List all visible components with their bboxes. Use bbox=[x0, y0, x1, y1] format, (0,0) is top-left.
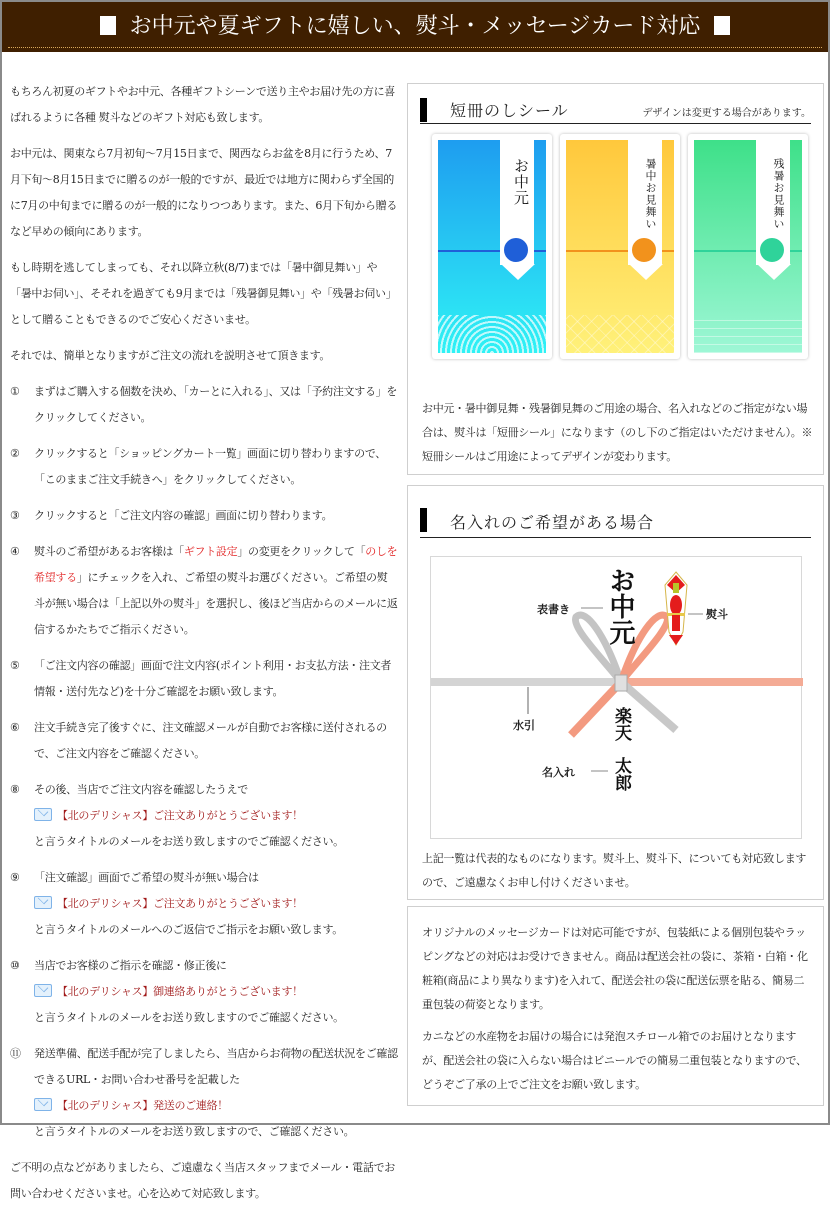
step-text: と言うタイトルのメールへのご返信でご指示をお願い致します。 bbox=[34, 923, 343, 936]
noshi-diagram bbox=[430, 556, 802, 839]
step-item bbox=[10, 503, 398, 529]
step-text: 「注文確認」画面でご希望の熨斗が無い場合は bbox=[34, 871, 259, 884]
step-item bbox=[10, 953, 398, 1031]
step-number: ⑪ bbox=[10, 1047, 21, 1060]
dotted-divider bbox=[8, 47, 822, 48]
step-number: ③ bbox=[10, 509, 20, 522]
design-note: デザインは変更する場合があります。 bbox=[642, 108, 811, 119]
step-item bbox=[10, 715, 398, 767]
step-text: 注文手続き完了後すぐに、注文確認メールが自動でお客様に送付されるので、ご注文内容をご確認ください。 bbox=[34, 721, 387, 760]
step-text: 熨斗のご希望があるお客様は「 bbox=[34, 545, 184, 558]
packaging-paragraph: オリジナルのメッセージカードは対応可能ですが、包装紙による個別包装やラッピングなどの対応はお受けできません。商品は配送会社の袋に、茶箱・白箱・化粧箱(商品により異なります)を入れて、配送会社の袋に配送伝票を貼る、簡易二重包装の荷姿となります。 bbox=[422, 926, 808, 1011]
header-banner bbox=[2, 0, 828, 52]
mail-title-text: 【北のデリシャス】ご注文ありがとうございます！ bbox=[57, 897, 303, 910]
mizuhiki-left-band bbox=[431, 678, 621, 686]
tanzaku-card-zansho bbox=[688, 134, 808, 359]
intro-paragraph: もし時期を逃してしまっても、それ以降立秋(8/7)までは「暑中御見舞い」や「暑中お伺い」、そそれを過ぎても9月までは「残暑御見舞い」や「残暑お伺い」として贈ることもできるのでご安心くださいませ。 bbox=[10, 261, 397, 326]
section-title: 短冊のしシール bbox=[450, 101, 569, 120]
banner-title-text: お中元や夏ギフトに嬉しい、熨斗・メッセージカード対応 bbox=[129, 14, 701, 39]
step-number: ① bbox=[10, 385, 20, 398]
packaging-section bbox=[407, 906, 824, 1106]
step-text: クリックすると「ご注文内容の確認」画面に切り替わります。 bbox=[34, 509, 333, 522]
mail-title bbox=[34, 979, 398, 1005]
intro-paragraph: それでは、簡単となりますがご注文の流れを説明させて頂きます。 bbox=[10, 349, 331, 362]
packaging-paragraph: カニなどの水産物をお届けの場合には発泡スチロール箱でのお届けとなりますが、配送会社の袋に入らない場合はビニールでの簡易二重包装となりますので、どうぞご了承の上でご注文をお願い致します。 bbox=[422, 1030, 807, 1091]
mail-title-text: 【北のデリシャス】ご注文ありがとうございます！ bbox=[57, 809, 303, 822]
tanzaku-section bbox=[407, 83, 824, 475]
section-header bbox=[420, 96, 811, 124]
banner-title bbox=[2, 9, 828, 40]
square-icon bbox=[100, 16, 116, 35]
omotegaki-text: お中元 bbox=[605, 567, 635, 645]
intro-paragraph: もちろん初夏のギフトやお中元、各種ギフトシーンで送り主やお届け先の方に喜ばれるように各種 熨斗などのギフト対応も致します。 bbox=[10, 85, 395, 124]
header-bar-icon bbox=[420, 508, 427, 532]
mail-title bbox=[34, 803, 398, 829]
tanzaku-cards bbox=[422, 134, 812, 334]
flower-medal-icon bbox=[758, 236, 786, 264]
citrus-medal-icon bbox=[630, 236, 658, 264]
mizuhiki-right-band bbox=[621, 678, 803, 686]
envelope-icon bbox=[34, 896, 52, 909]
order-flow-column bbox=[10, 79, 398, 1217]
step-text: クリックすると「ショッピングカート一覧」画面に切り替わりますので、「このままご注文手続きへ」をクリックしてください。 bbox=[34, 447, 386, 486]
header-bar-icon bbox=[420, 98, 427, 122]
step-number: ④ bbox=[10, 545, 20, 558]
step-number: ② bbox=[10, 447, 20, 460]
given-name-text: 太郎 bbox=[611, 757, 631, 791]
envelope-icon bbox=[34, 1098, 52, 1111]
step-number: ⑨ bbox=[10, 871, 20, 884]
step-text: 「ご注文内容の確認」画面で注文内容(ポイント利用・お支払方法・注文者情報・送付先など)を十分ご確認をお願い致します。 bbox=[34, 659, 392, 698]
step-item bbox=[10, 379, 398, 431]
section-title: 名入れのご希望がある場合 bbox=[450, 513, 655, 532]
noshi-request-highlight: のしを希望する bbox=[34, 545, 398, 584]
goldfish-medal-icon bbox=[502, 236, 530, 264]
step-text: 」の変更をクリックして「 bbox=[237, 545, 366, 558]
step-number: ⑥ bbox=[10, 721, 20, 734]
section-header bbox=[420, 504, 811, 538]
tanzaku-card-shochu bbox=[560, 134, 680, 359]
diamond-pattern bbox=[566, 315, 674, 353]
noshi-icon bbox=[665, 572, 687, 645]
step-text: まずはご購入する個数を決め、「カーとに入れる」、又は「予約注文する」をクリックしてください。 bbox=[34, 385, 398, 424]
omotegaki-label: 表書き bbox=[537, 603, 570, 616]
step-item bbox=[10, 777, 398, 855]
step-item bbox=[10, 653, 398, 705]
mizuhiki-label: 水引 bbox=[513, 719, 535, 732]
step-text: 」にチェックを入れ、ご希望の熨斗お選びください。ご希望の熨斗が無い場合は「上記以外の熨斗」を選択し、後ほど当店からのメールに返信するかたちでご指示ください。 bbox=[34, 571, 398, 636]
wave-pattern bbox=[438, 315, 546, 353]
closing-paragraph: ご不明の点などがありましたら、ご遠慮なく当店スタッフまでメール・電話でお問い合わせくださいませ。心を込めて対応致します。 bbox=[10, 1161, 395, 1200]
step-item bbox=[10, 441, 398, 493]
gift-setting-highlight: ギフト設定 bbox=[183, 545, 238, 558]
surname-text: 楽天 bbox=[611, 707, 631, 741]
mail-title-text: 【北のデリシャス】御連絡ありがとうございます！ bbox=[57, 985, 303, 998]
step-text: と言うタイトルのメールをお送り致しますのでご確認ください。 bbox=[34, 835, 344, 848]
step-number: ⑤ bbox=[10, 659, 20, 672]
card-label: 残暑お見舞い bbox=[772, 158, 785, 230]
naire-label: 名入れ bbox=[542, 766, 575, 779]
step-item bbox=[10, 539, 398, 643]
card-label: 暑中お見舞い bbox=[644, 158, 657, 230]
envelope-icon bbox=[34, 808, 52, 821]
step-text: と言うタイトルのメールをお送り致しますのでご確認ください。 bbox=[34, 1011, 344, 1024]
mail-title-text: 【北のデリシャス】発送のご連絡！ bbox=[57, 1099, 228, 1112]
mail-title bbox=[34, 1093, 398, 1119]
noshi-label: 熨斗 bbox=[706, 608, 728, 621]
step-text: その後、当店でご注文内容を確認したうえで bbox=[34, 783, 248, 796]
card-image bbox=[694, 140, 802, 353]
envelope-icon bbox=[34, 984, 52, 997]
square-icon bbox=[714, 16, 730, 35]
step-number: ⑩ bbox=[10, 959, 20, 972]
tanzaku-description: お中元・暑中御見舞・残暑御見舞のご用途の場合、名入れなどのご指定がない場合は、熨斗は「短冊シール」になります（のし下のご指定はいただけません）。※短冊シールはご用途によってデザインが変わります。 bbox=[422, 402, 813, 463]
naire-description: 上記一覧は代表的なものになります。熨斗上、熨斗下、についても対応致しますので、ご遠慮なくお申し付けくださいませ。 bbox=[422, 852, 807, 889]
step-text: 当店でお客様のご指示を確認・修正後に bbox=[34, 959, 227, 972]
card-image bbox=[438, 140, 546, 353]
intro-paragraph: お中元は、関東なら7月初旬～7月15日まで、関西ならお盆を8月に行うため、7月下旬～8月15日までに贈るのが一般的ですが、最近では地方に関わらず全国的に7月の中旬までに贈るのが一般的になりつつあります。また、6月下旬から贈るなど早めの傾向にあります。 bbox=[10, 147, 398, 238]
knot bbox=[615, 675, 627, 691]
step-number: ⑧ bbox=[10, 783, 20, 796]
mail-title bbox=[34, 891, 398, 917]
step-text: と言うタイトルのメールをお送り致しますので、ご確認ください。 bbox=[34, 1125, 355, 1138]
step-text: 発送準備、配送手配が完了しましたら、当店からお荷物の配送状況をご確認できるURL・お問い合わせ番号を記載した bbox=[34, 1047, 398, 1086]
step-item bbox=[10, 1041, 398, 1145]
brick-pattern bbox=[694, 315, 802, 353]
card-label: お中元 bbox=[512, 158, 530, 206]
tanzaku-card-ochugen bbox=[432, 134, 552, 359]
card-image bbox=[566, 140, 674, 353]
step-item bbox=[10, 865, 398, 943]
naire-section bbox=[407, 485, 824, 900]
